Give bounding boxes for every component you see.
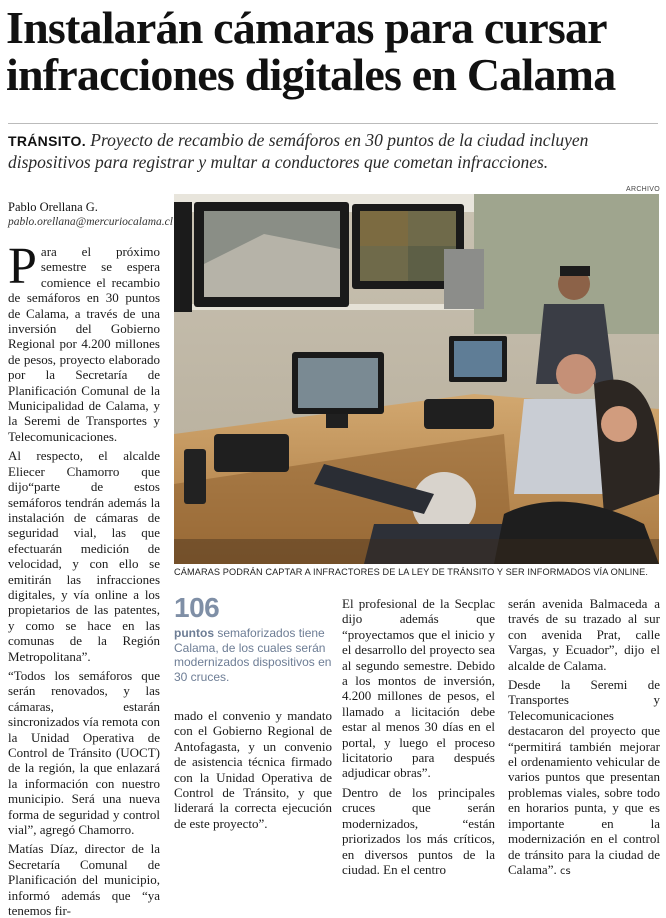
paragraph-1	[8, 238, 160, 444]
photo-credit: ARCHIVO	[626, 186, 660, 193]
column-4	[508, 596, 660, 879]
paragraph-9	[508, 677, 660, 879]
byline: Pablo Orellana G.	[8, 200, 98, 214]
headline: Instalarán cámaras para cursar infracciones digitales en Calama	[6, 2, 616, 100]
paragraph-5: mado el convenio y mandato con el Gobierno Regional de Antofagasta, y un convenio de asistencia técnica firmado con la Unidad Operativa de Control de Tránsito, y que liderará la correcta ejecución de este proyecto”.	[174, 708, 332, 831]
end-mark: cs	[559, 865, 571, 877]
paragraph-6: El profesional de la Secplac dijo además que “proyectamos que el inicio y el desarrollo del proyecto sea al segundo semestre. Debido a los montos de inversión, 4.200 millones de pesos, el llamado a licitación debe estar al menos 30 días en el portal, y luego el proceso licitatorio para después adjudicar obras”.	[342, 596, 495, 781]
paragraph-9-text: Desde la Seremi de Transportes y Telecomunicaciones destacaron del proyecto que “permitirá también mejorar el ordenamiento vehicular de varios puntos que presentan problemas viales, sobre todo en horarios punta, y que es importante en la modernización en el control de tránsito para la ciudad de Calama”.	[508, 677, 660, 877]
paragraph-2: Al respecto, el alcalde Eliecer Chamorro que dijo“parte de estos semáforos tendrán además la instalación de cámaras de seguridad vial, las que efectuarán medición de velocidad, y con ello se emitirán las infracciones digitales, y vía online a los propietarios de las patentes, y como se hace en las comunas de la Región Metropolitana”.	[8, 448, 160, 664]
column-1	[8, 238, 160, 918]
deck: Proyecto de recambio de semáforos en 30 puntos de la ciudad incluyen dispositivos para registrar y multar a conductores que cometan infracciones.	[8, 130, 589, 172]
divider	[8, 123, 658, 124]
stat-desc: semaforizados tiene Calama, de los cuales serán modernizados dispositivos en 30 cruces.	[174, 626, 332, 684]
paragraph-4: Matías Díaz, director de la Secretaría Comunal de Planificación del municipio, informó además que “ya tenemos fir-	[8, 841, 160, 918]
stat-number: 106	[174, 592, 220, 623]
column-2	[174, 708, 332, 831]
photo-illustration	[174, 194, 659, 564]
stat-text	[174, 626, 334, 684]
paragraph-1-text: ara el próximo semestre se espera comience el recambio de semáforos en 30 puntos de Calama, a través de una inversión del Gobierno Regional por 4.200 millones de pesos, proyecto elaborado por la Secretaría de Planificación Comunal de la Municipalidad de Calama, y la Seremi de Transportes y Telecomunicaciones.	[8, 244, 160, 444]
photo-caption: CÁMARAS PODRÁN CAPTAR A INFRACTORES DE LA LEY DE TRÁNSITO Y SER INFORMADOS VÍA ONLINE.	[174, 567, 649, 577]
author-email[interactable]: pablo.orellana@mercuriocalama.cl	[8, 216, 173, 228]
dropcap: P	[8, 238, 37, 295]
subhead	[8, 130, 662, 173]
stat-strong: puntos	[174, 626, 214, 640]
paragraph-8: serán avenida Balmaceda a través de su trazado al sur con avenida Prat, calle Vargas, y Ecuador”, dijo el alcalde de Calama.	[508, 596, 660, 673]
kicker: TRÁNSITO.	[8, 133, 86, 149]
column-3	[342, 596, 495, 877]
article-photo	[174, 194, 659, 564]
paragraph-7: Dentro de los principales cruces que serán modernizados, “están priorizados los más críticos, en diversos puntos de la ciudad. En el centro	[342, 784, 495, 877]
paragraph-3: “Todos los semáforos que serán renovados, y las cámaras, estarán sincronizados vía remota con la Unidad Operativa de Control de Tránsito (UOCT) de la región, la que enlazará la información con nuestro municipio. Será una nueva forma de seguridad y control vial”, agregó Chamorro.	[8, 667, 160, 838]
